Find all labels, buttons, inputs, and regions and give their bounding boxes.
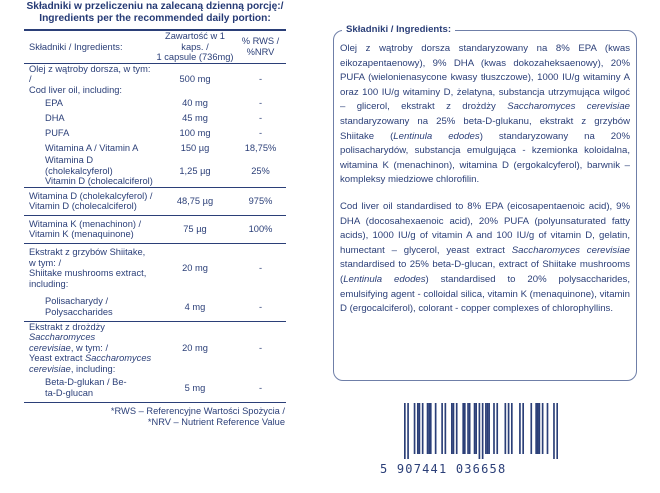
barcode-bar — [475, 403, 477, 454]
barcode-bar — [487, 403, 489, 454]
ingredient-rws: - — [258, 342, 263, 353]
ingredients-text — [340, 42, 630, 317]
ingredient-rws: - — [258, 127, 263, 138]
barcode-bar — [419, 403, 421, 454]
ingredients-english: Cod liver oil standardised to 8% EPA (eicosapentaenoic acid), 9% DHA (docosahexaenoic acid), 20% PUFA (polyunsaturated fatty acids), 1000 IU/g of vitamin A and 100 IU/g of vitamin D, gelatin, humectant – glycerol, yeast extract Saccharomyces cerevisiae standardised to 25% beta-D-glucan, extract of Shiitake mushrooms (Lentinula edodes) standardised to 20% polysaccharides, emulsifying agent - colloidal silica, vitamin K (menaquinone), vitamin D (ergocalciferol), colorant - copper complexes of chlorophyllins. — [340, 200, 631, 315]
supplement-facts-panel — [24, 0, 286, 429]
ingredient-amount: 20 mg — [182, 342, 208, 353]
col-ingredient-header: Składniki / Ingredients: — [24, 30, 155, 63]
barcode-bar — [519, 403, 521, 454]
ingredient-amount: 40 mg — [182, 97, 208, 108]
barcode-bar — [539, 403, 541, 454]
barcode-bar — [422, 403, 424, 454]
barcode-bar — [482, 403, 484, 459]
barcode-bar — [435, 403, 437, 454]
ingredient-rws: - — [258, 263, 263, 274]
barcode-number: 5 907441 036658 — [380, 462, 507, 476]
barcode-bar — [479, 403, 481, 459]
barcode-bar — [414, 403, 416, 454]
barcode-bar — [445, 403, 447, 454]
table-row — [24, 187, 286, 215]
ingredient-amount: 5 mg — [155, 374, 235, 402]
barcode-bar — [488, 403, 490, 454]
barcode-bar — [485, 403, 487, 454]
barcode-bar — [505, 403, 507, 454]
ingredient-amount: 4 mg — [155, 293, 235, 321]
supplement-table — [24, 29, 286, 403]
barcode-bar — [407, 403, 409, 459]
barcode-bar — [417, 403, 419, 454]
ingredient-rws: 100% — [235, 215, 286, 243]
barcode-bar — [451, 403, 453, 454]
table-row — [24, 293, 286, 321]
barcode-bar — [556, 403, 558, 459]
ingredient-amount: 48,75 µg — [155, 187, 235, 215]
supplement-heading — [24, 0, 286, 24]
ingredient-name: Ekstrakt z grzybów Shiitake, w tym: / Shiitake mushrooms extract, including: — [29, 247, 147, 289]
ingredient-amount: 150 µg — [180, 142, 210, 153]
footnote-rws: *RWS – Referencyjne Wartości Spożycia / — [110, 405, 285, 416]
barcode-bar — [467, 403, 469, 454]
heading-english: Ingredients per the recommended daily portion: — [39, 12, 271, 24]
ingredient-rws: 975% — [235, 187, 286, 215]
barcode-bar — [462, 403, 464, 454]
barcode-bar — [453, 403, 455, 454]
ingredient-name: Beta-D-glukan / Be- ta-D-glucan — [24, 374, 155, 402]
barcode-bar — [430, 403, 432, 454]
table-row — [24, 125, 286, 140]
barcode-bar — [553, 403, 555, 459]
table-row — [24, 155, 286, 187]
col-rws-header: % RWS / %NRV — [235, 30, 286, 63]
ingredient-rws: - — [258, 112, 263, 123]
barcode-bar — [535, 403, 537, 454]
ingredient-rws: - — [258, 97, 263, 108]
barcode-bar — [456, 403, 458, 454]
col-amount-header: Zawartość w 1 kaps. / 1 capsule (736mg) — [156, 31, 234, 63]
ingredients-title: Składniki / Ingredients: — [342, 23, 455, 36]
ingredient-name: Polisacharydy / Polysaccharides — [24, 293, 155, 321]
ingredients-polish: Olej z wątroby dorsza standaryzowany na 8% EPA (kwas eikozapentaenowy), 9% DHA (kwas dokozaheksaenowy), 20% PUFA (wielonienasycone kwasy tłuszczowe), 1000 IU/g witaminy A oraz 100 IU/g witaminy D, żelatyna, substancja utrzymująca wilgoć – glicerol, ekstrakt z drożdży Saccharomyces cerevisiae standaryzowany na 25% beta-D-glukanu, ekstrakt z grzybów Shiitake (Lentinula edodes) standaryzowany na 20% polisacharydów, substancja emulgująca - kzemionka koloidalna, witamina K (menachinon), witamina D (ergokalcyferol), barwnik – kompleksy miedziowe chlorofilin. — [340, 43, 630, 186]
table-row — [24, 215, 286, 243]
ingredient-rws: - — [235, 293, 286, 321]
barcode — [404, 403, 558, 459]
barcode-bar — [496, 403, 498, 454]
ingredient-amount: 45 mg — [182, 112, 208, 123]
ingredient-name: Witamina K (menachinon) / Vitamin K (menaquinone) — [24, 215, 155, 243]
table-row — [24, 374, 286, 402]
ingredient-name: DHA — [45, 112, 65, 123]
table-row — [24, 63, 286, 95]
footnote-nrv: *NRV – Nutrient Reference Value — [147, 417, 285, 428]
ingredient-amount: 75 µg — [155, 215, 235, 243]
ingredient-name: Olej z wątroby dorsza, w tym: / Cod liver oil, including: — [29, 63, 151, 95]
barcode-bar — [530, 403, 532, 454]
table-header-row — [24, 30, 286, 63]
barcode-bar — [474, 403, 476, 454]
barcode-bar — [464, 403, 466, 454]
ingredient-name: EPA — [45, 97, 63, 108]
barcode-bar — [428, 403, 430, 454]
ingredient-rws: 25% — [235, 155, 286, 187]
ingredient-rws: 18,75% — [244, 142, 277, 153]
ingredient-rws: - — [258, 74, 263, 85]
table-row — [24, 95, 286, 110]
ingredient-amount: 100 mg — [179, 127, 211, 138]
barcode-bar — [522, 403, 524, 454]
ingredient-name: Witamina D (cholekalcyferol) / Vitamin D (cholecalciferol) — [24, 187, 155, 215]
barcode-bar — [404, 403, 406, 459]
barcode-bar — [427, 403, 429, 454]
barcode-bar — [542, 403, 544, 454]
ingredient-rws: - — [235, 374, 286, 402]
heading-polish: Składniki w przeliczeniu na zalecaną dzienną porcję:/ — [26, 1, 284, 12]
barcode-bar — [493, 403, 495, 454]
barcode-bar — [547, 403, 549, 454]
table-row — [24, 140, 286, 155]
ingredient-name: Witamina D (cholekalcyferol) Vitamin D (cholecalciferol) — [24, 155, 155, 187]
ingredient-name: Witamina A / Vitamin A — [45, 142, 139, 153]
barcode-bar — [537, 403, 539, 454]
table-row — [24, 243, 286, 293]
table-row — [24, 321, 286, 374]
ingredient-amount: 500 mg — [179, 74, 211, 85]
ingredient-name: PUFA — [45, 127, 70, 138]
ingredient-amount: 1,25 µg — [155, 155, 235, 187]
ingredient-name: Ekstrakt z drożdży Saccharomyces cerevisiae, w tym: / Yeast extract Saccharomyces cerevisiae, including: — [29, 321, 152, 374]
barcode-bar — [511, 403, 513, 454]
barcode-bar — [441, 403, 443, 454]
barcode-bar — [508, 403, 510, 454]
footnotes — [24, 403, 286, 429]
ingredient-amount: 20 mg — [182, 263, 208, 274]
barcode-bar — [469, 403, 471, 454]
table-row — [24, 110, 286, 125]
